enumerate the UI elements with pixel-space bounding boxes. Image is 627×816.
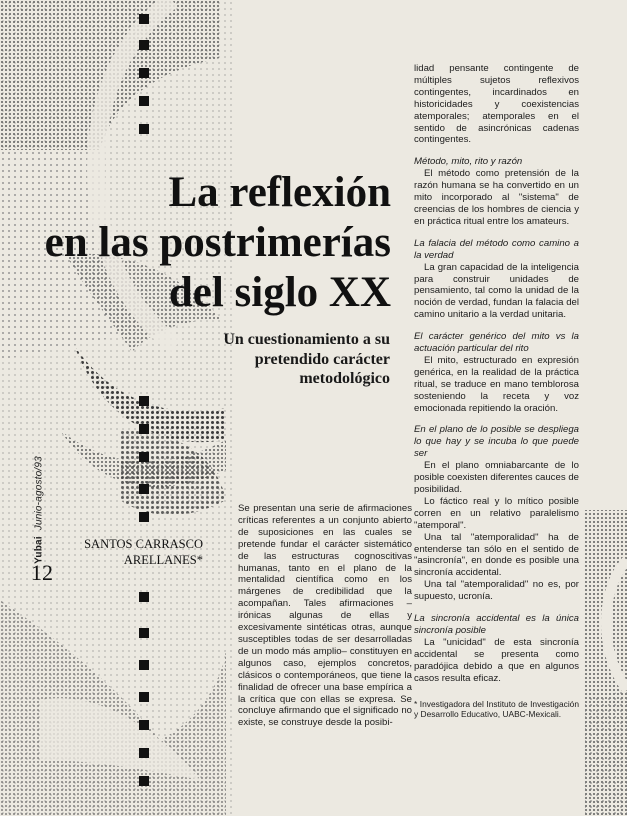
bullet-square <box>139 720 149 730</box>
bullet-square <box>139 484 149 494</box>
bullet-square <box>139 748 149 758</box>
footnote: * Investigadora del Instituto de Investigación y Desarrollo Educativo, UABC-Mexicali. <box>414 698 579 719</box>
subtitle-line: pretendido carácter <box>254 350 390 368</box>
intro-column <box>238 503 412 729</box>
bullet-square <box>139 14 149 24</box>
subtitle-line: Un cuestionamiento a su <box>223 331 390 348</box>
bullet-square <box>139 68 149 78</box>
section-heading: Método, mito, rito y razón <box>414 156 523 168</box>
section-paragraph: Una tal "atemporalidad" ha de entenderse tan sólo en el sentido de "asincronía", en donde es posible una sincronía accidental. <box>414 531 579 579</box>
section-heading: El carácter genérico del mito vs la actuación particular del rito <box>414 331 579 355</box>
author-line: ARELLANES* <box>123 553 203 567</box>
bullet-square <box>139 424 149 434</box>
bullet-square <box>139 628 149 638</box>
bullet-square <box>139 396 149 406</box>
section-paragraph: El mito, estructurado en expresión genérica, en la realidad de la práctica ritual, se traduce en mano temblorosa sosteniendo la receta y voz emocionada repitiendo la oración. <box>414 354 579 414</box>
section-heading: La falacia del método como camino a la verdad <box>414 237 579 261</box>
article-title <box>45 168 391 318</box>
author-line: SANTOS CARRASCO <box>84 537 203 551</box>
text-column <box>414 63 579 720</box>
bullet-square <box>139 692 149 702</box>
section-paragraph: La "unicidad" de esta sincronía accidental se presenta como paradójica debido a que en algunos casos resulta eficaz. <box>414 636 579 684</box>
bullet-square <box>139 452 149 462</box>
bullet-square <box>139 124 149 134</box>
bullet-square <box>139 592 149 602</box>
intro-paragraph: Se presentan una serie de afirmaciones críticas referentes a un conjunto abierto de suposiciones en las cuales se pretende fundar el carácter sistemático de las estructuras cognoscitivas humanas, tanto en el plano de la mentalidad científica como en los márgenes de credibilidad que la acompañan. Tales afirmaciones –irónicas algunas de ellas y excesivamente sintéticas otras, aunque susceptibles todas de ser desarrolladas de un modo más amplio– constituyen en algunos caso, ejemplos concretos, clásicos o contemporáneos, que tiene la finalidad de ofrecer una base empírica a la crítica que con ellas se expresa. Se concluye afirmando que el significado no existe, se construye desde la posibi- <box>238 503 412 729</box>
bullet-square <box>139 512 149 522</box>
section-heading: En el plano de lo posible se despliega lo que hay y se incuba lo que puede ser <box>414 424 579 460</box>
magazine-name: Yubai <box>33 536 45 564</box>
section-paragraph: En el plano omniabarcante de lo posible coexisten diferentes cauces de posibilidad. <box>414 460 579 495</box>
bullet-square <box>139 40 149 50</box>
bullet-square <box>139 96 149 106</box>
bullet-square <box>139 660 149 670</box>
article-subtitle <box>223 330 390 389</box>
running-footer <box>34 456 45 564</box>
section-paragraph: La gran capacidad de la inteligencia para construir unidades de pensamiento, tal como la unidad de la noción de verdad, fundan la falacia del camino unitario a la verdad unitaria. <box>414 261 579 321</box>
page-number: 12 <box>31 560 53 585</box>
section-paragraph: El método como pretensión de la razón humana se ha convertido en un mito incorporado al "sistema" de creencias de los hombres de ciencia y en práctica ritual entre los amateurs. <box>414 168 579 227</box>
title-line: del siglo XX <box>168 269 391 316</box>
section-paragraph: Lo fáctico real y lo mítico posible corren en un relativo paralelismo "atemporal". <box>414 495 579 531</box>
title-line: La reflexión <box>168 169 391 216</box>
section-paragraph: Una tal "atemporalidad" no es, por supuesto, ucronía. <box>414 579 579 603</box>
bullet-square <box>139 776 149 786</box>
continuation-paragraph: lidad pensante contingente de múltiples sujetos reflexivos contingentes, incardinados en historicidades y coexistencias atemporales; atemporales en el sentido de asincrónicas cadenas contingentes. <box>414 63 579 146</box>
title-line: en las postrimerías <box>44 219 391 266</box>
section-heading: La sincronía accidental es la única sincronía posible <box>414 613 579 636</box>
issue-date: Junio-agosto/93 <box>33 456 45 531</box>
subtitle-line: metodológico <box>299 370 390 387</box>
author-byline <box>70 536 203 568</box>
